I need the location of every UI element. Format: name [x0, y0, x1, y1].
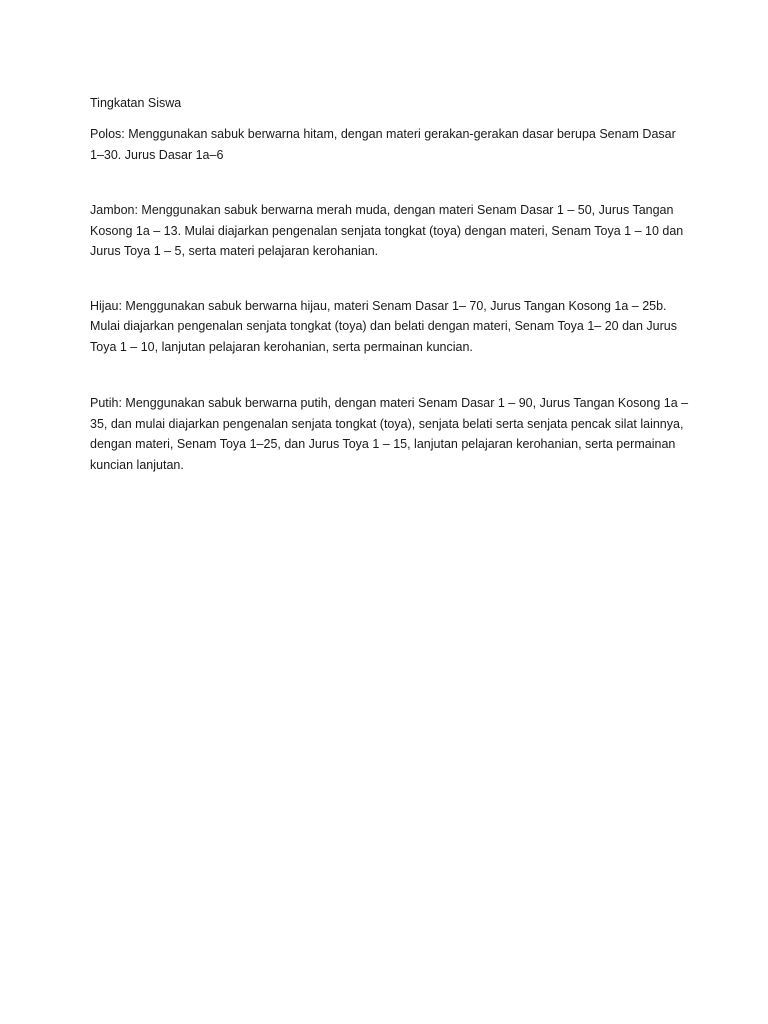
paragraph-hijau: Hijau: Menggunakan sabuk berwarna hijau, materi Senam Dasar 1– 70, Jurus Tangan Kosong 1a – 25b. Mulai diajarkan pengenalan senjata tongkat (toya) dan belati dengan materi, Senam Toya 1– 20 dan Jurus Toya 1 – 10, lanjutan pelajaran kerohanian, serta permainan kuncian. [90, 298, 677, 354]
paragraph-polos: Polos: Menggunakan sabuk berwarna hitam, dengan materi gerakan-gerakan dasar berupa Senam Dasar 1–30. Jurus Dasar 1a–6 [90, 127, 676, 162]
paragraph-jambon: Jambon: Menggunakan sabuk berwarna merah muda, dengan materi Senam Dasar 1 – 50, Jurus Tangan Kosong 1a – 13. Mulai diajarkan pengenalan senjata tongkat (toya) dengan materi, Senam Toya 1 – 10 dan Jurus Toya 1 – 5, serta materi pelajaran kerohanian. [90, 203, 684, 258]
document-page [90, 93, 690, 475]
document-heading: Tingkatan Siswa [90, 96, 182, 110]
paragraph-putih: Putih: Menggunakan sabuk berwarna putih, dengan materi Senam Dasar 1 – 90, Jurus Tangan Kosong 1a – 35, dan mulai diajarkan pengenalan senjata tongkat (toya), senjata belati serta senjata pencak silat lainnya, dengan materi, Senam Toya 1–25, dan Jurus Toya 1 – 15, lanjutan pelajaran kerohanian, serta permainan kuncian lanjutan. [90, 396, 689, 472]
